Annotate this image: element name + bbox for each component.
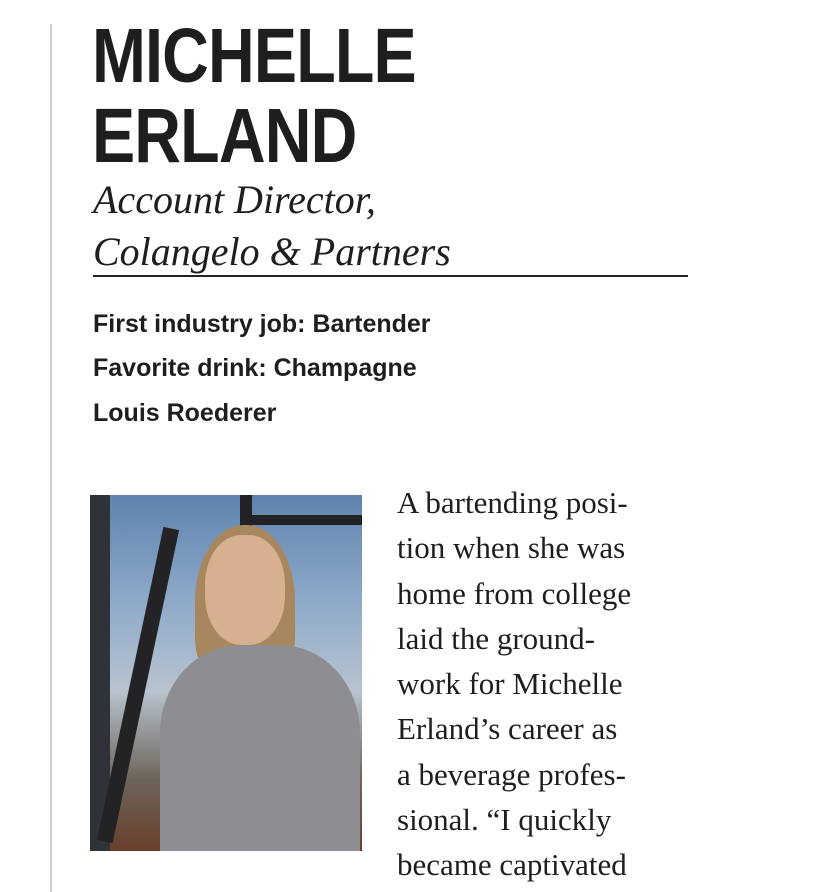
fact-favorite-drink-cont: Louis Roederer (93, 399, 277, 427)
article-line: became captivated (397, 847, 627, 883)
article-line: home from college (397, 575, 632, 611)
article-body (397, 480, 697, 888)
profile-name-last: ERLAND (92, 93, 357, 179)
profile-job-title: Account Director, (93, 177, 376, 222)
profile-company: Colangelo & Partners (93, 229, 451, 274)
column-rule (50, 24, 52, 892)
article-line: tion when she was (397, 530, 626, 566)
article-line: sional. “I quickly (397, 802, 612, 838)
article-line: A bartending posi- (397, 485, 628, 520)
article-line: a beverage profes- (397, 756, 626, 792)
article-line: laid the ground- (397, 620, 596, 656)
title-divider (93, 275, 688, 277)
article-line: Erland’s career as (397, 711, 618, 747)
profile-name-first: MICHELLE (92, 13, 416, 99)
fact-first-job: First industry job: Bartender (93, 310, 431, 338)
profile-photo (90, 495, 362, 851)
article-line: work for Michelle (397, 666, 623, 702)
fact-favorite-drink: Favorite drink: Champagne (93, 354, 417, 382)
